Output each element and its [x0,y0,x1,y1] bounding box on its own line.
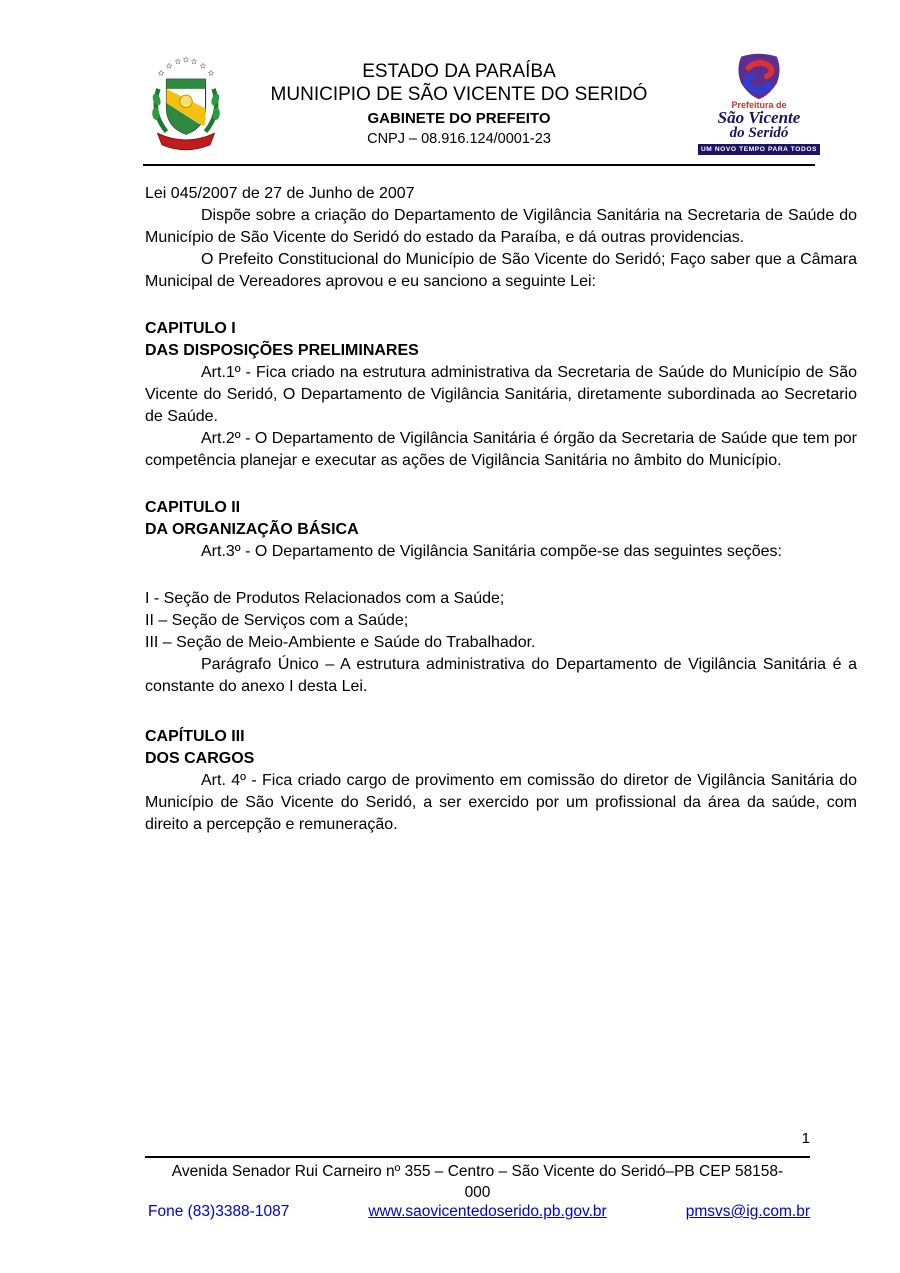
chapter-3-subtitle: DOS CARGOS [145,750,255,767]
logo-city-name-2: do Seridó [729,125,789,141]
footer-contacts [148,1203,810,1221]
municipal-coat-of-arms-icon [146,54,226,154]
logo-city-name: São Vicente [717,108,801,127]
law-summary: Dispõe sobre a criação do Departamento de Vigilância Sanitária na Secretaria de Saúde do Município de São Vicente do Seridó do estado da Paraíba, e dá outras providencias. [145,207,857,246]
logo-tagline: UM NOVO TEMPO PARA TODOS [698,144,820,155]
article-3: Art.3º - O Departamento de Vigilância Sanitária compõe-se das seguintes seções: [201,543,782,560]
article-4: Art. 4º - Fica criado cargo de provimento em comissão do diretor de Vigilância Sanitária do Município de São Vicente do Seridó, a ser exercido por um profissional da área da saúde, com direito a percepção e remuneração. [145,772,857,833]
article-1: Art.1º - Fica criado na estrutura administrativa da Secretaria de Saúde do Município de São Vicente do Seridó, O Departamento de Vigilância Sanitária, diretamente subordinada ao Secretario de Saúde. [145,364,857,425]
footer-website-link[interactable]: www.saovicentedoserido.pb.gov.br [368,1203,607,1220]
chapter-2-title: CAPITULO II [145,499,241,516]
law-body [145,183,857,836]
chapter-1-heading [145,318,857,362]
header-divider [143,164,815,166]
sole-paragraph: Parágrafo Único – A estrutura administrativa do Departamento de Vigilância Sanitária é a constante do anexo I desta Lei. [145,656,857,695]
footer-address-line-2: 000 [464,1184,491,1201]
logo-prefix-text: Prefeitura de [731,100,787,110]
chapter-3-heading [145,726,857,770]
footer-address [145,1161,810,1203]
chapter-2-heading [145,497,857,541]
letterhead [228,60,690,149]
section-item-3: III – Seção de Meio-Ambiente e Saúde do Trabalhador. [145,634,536,651]
letterhead-state: ESTADO DA PARAÍBA [362,61,556,82]
article-2: Art.2º - O Departamento de Vigilância Sanitária é órgão da Secretaria de Saúde que tem por competência planejar e executar as ações de Vigilância Sanitária no âmbito do Município. [145,430,857,469]
footer-email-link[interactable]: pmsvs@ig.com.br [685,1203,810,1220]
letterhead-municipality: MUNICIPIO DE SÃO VICENTE DO SERIDÓ [270,84,648,105]
footer-phone: Fone (83)3388-1087 [148,1203,290,1220]
section-item-1: I - Seção de Produtos Relacionados com a Saúde; [145,590,505,607]
law-preamble: O Prefeito Constitucional do Município de São Vicente do Seridó; Faço saber que a Câmara Municipal de Vereadores aprovou e eu sanciono a seguinte Lei: [145,251,857,290]
footer-address-line-1: Avenida Senador Rui Carneiro nº 355 – Centro – São Vicente do Seridó–PB CEP 58158- [171,1163,784,1180]
chapter-2-subtitle: DA ORGANIZAÇÃO BÁSICA [145,521,359,538]
chapter-1-title: CAPITULO I [145,320,236,337]
section-list [145,588,857,654]
city-hall-logo [698,52,820,155]
chapter-3-title: CAPÍTULO III [145,728,245,745]
chapter-1-subtitle: DAS DISPOSIÇÕES PRELIMINARES [145,342,419,359]
section-item-2: II – Seção de Serviços com a Saúde; [145,612,409,629]
page-number: 1 [801,1130,810,1147]
letterhead-cnpj: CNPJ – 08.916.124/0001-23 [367,131,551,147]
letterhead-office: GABINETE DO PREFEITO [367,110,551,127]
law-reference: Lei 045/2007 de 27 de Junho de 2007 [145,185,415,202]
footer-divider [145,1156,810,1158]
